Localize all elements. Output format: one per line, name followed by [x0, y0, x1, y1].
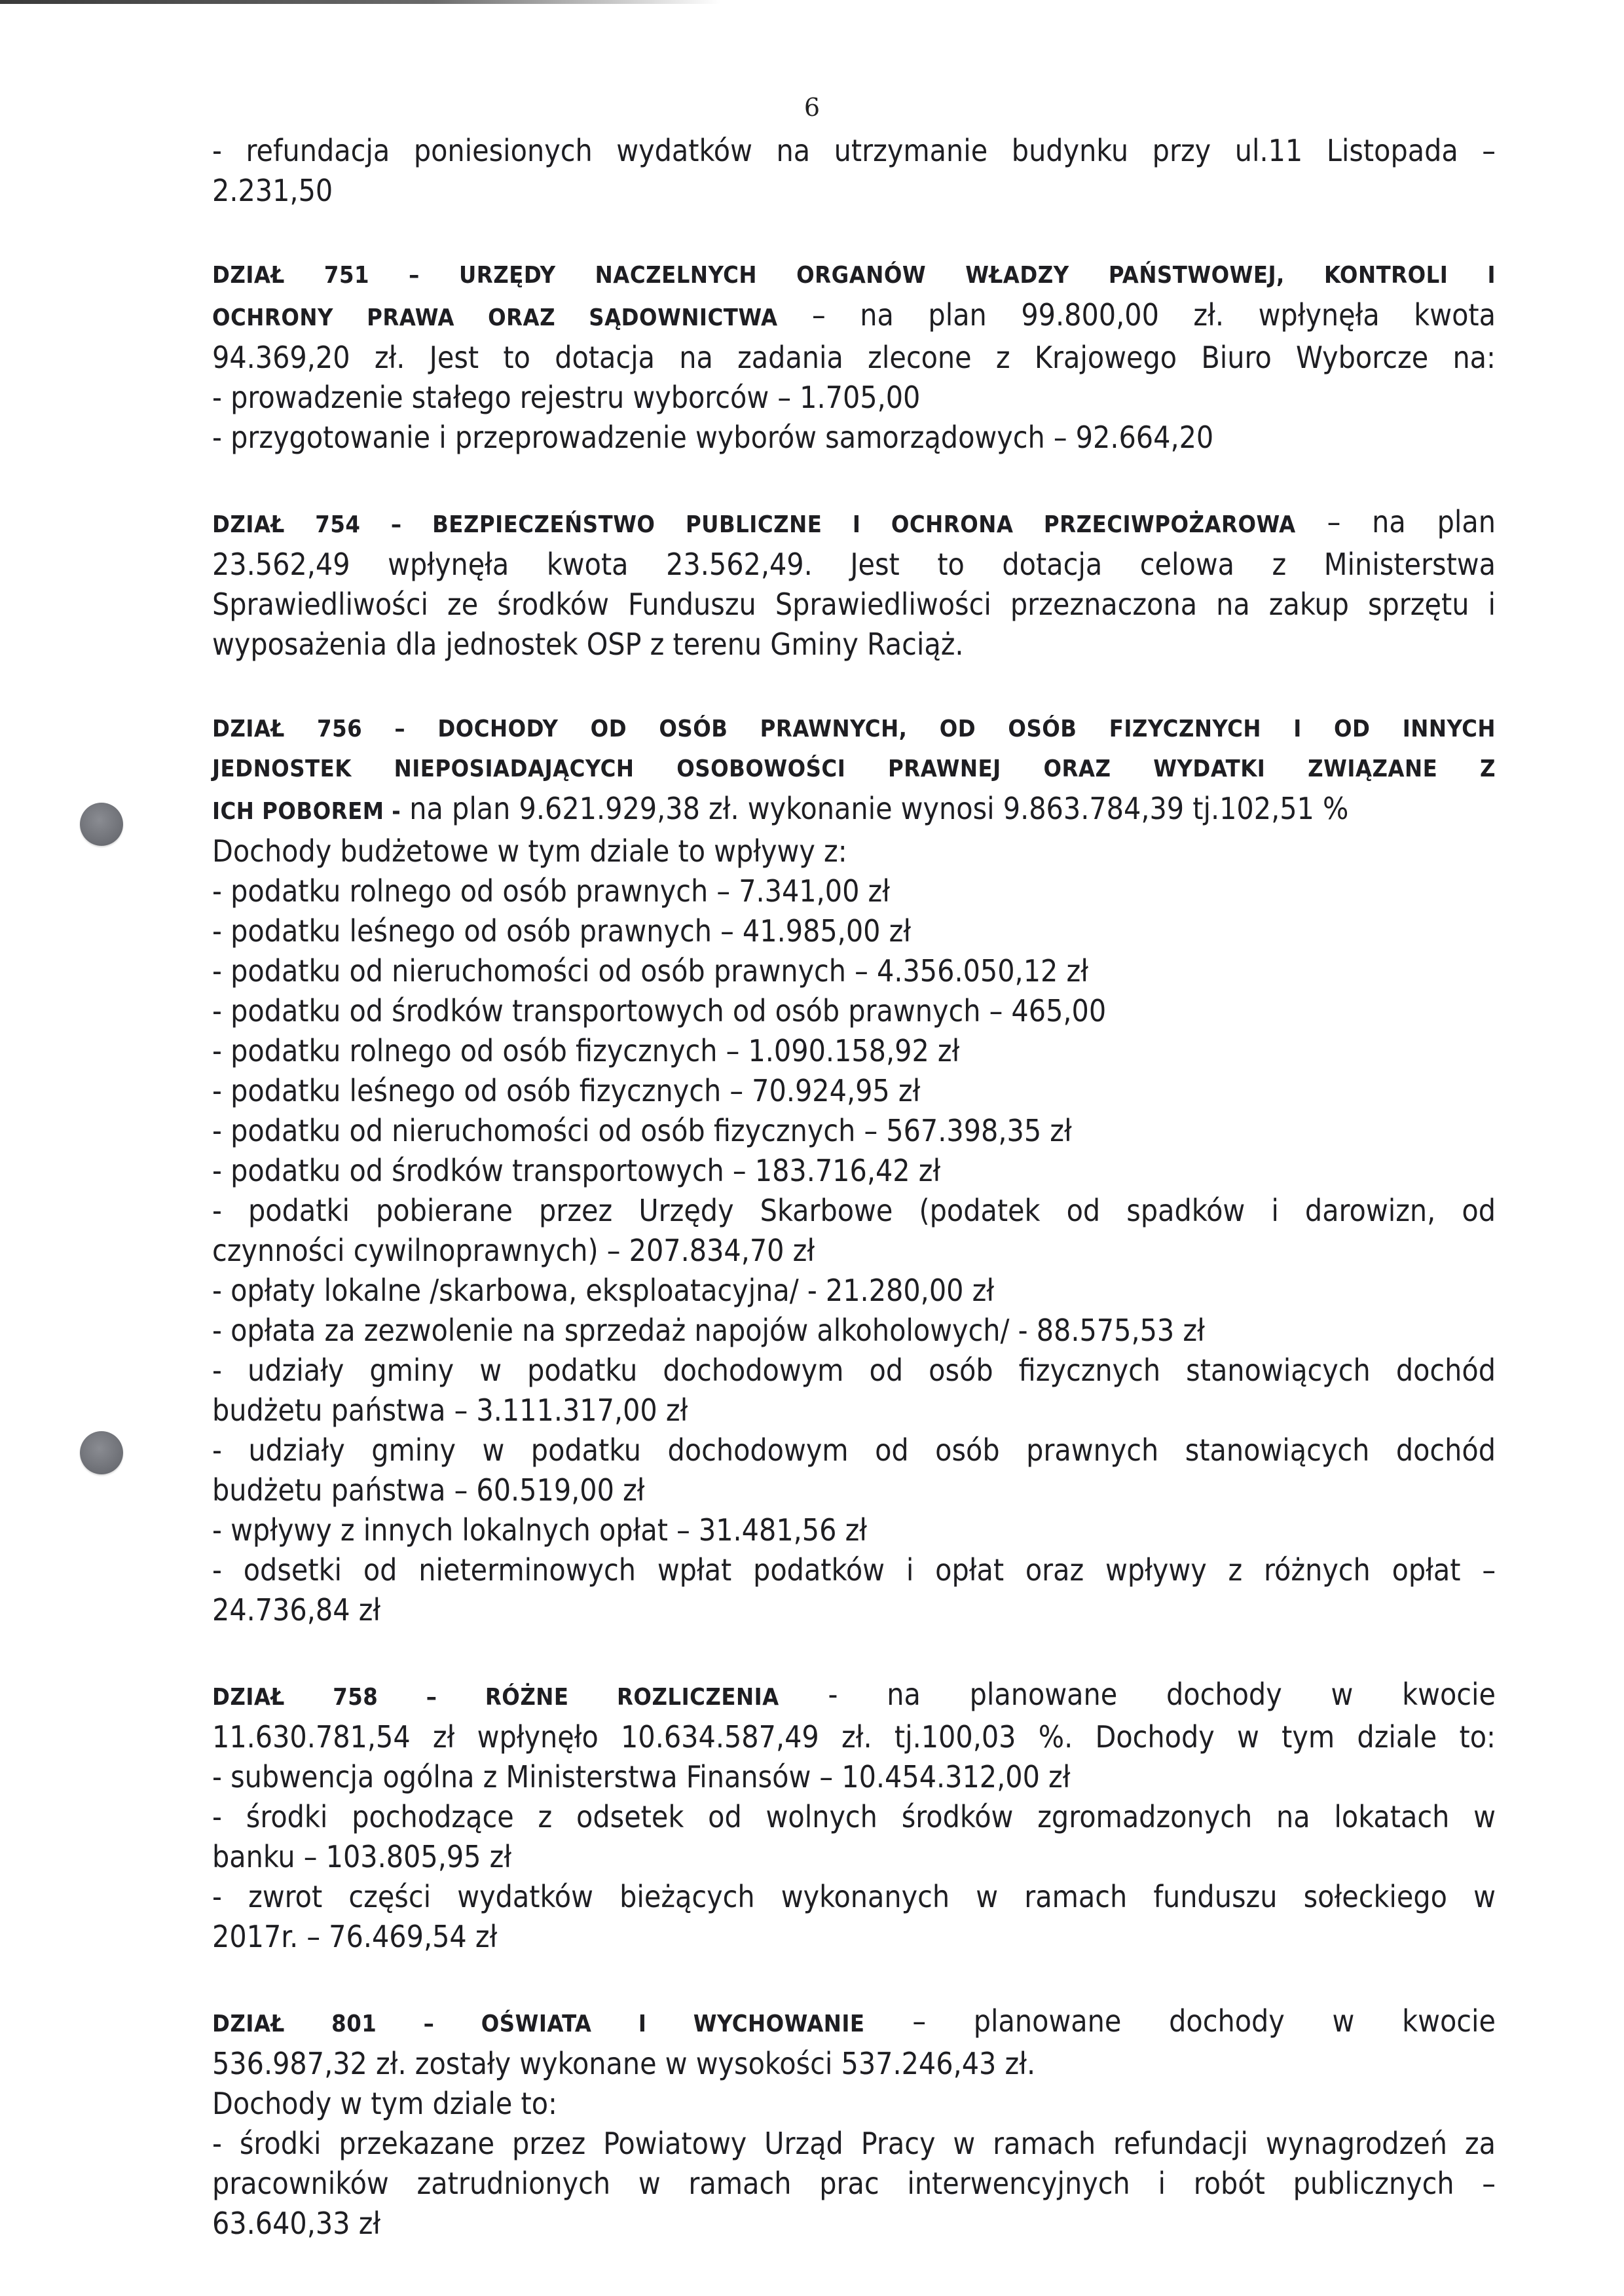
- section-dzial-758: [212, 1675, 1496, 1957]
- section-intro: Dochody budżetowe w tym dziale to wpływy z:: [212, 833, 847, 869]
- punch-hole-icon: [80, 1431, 123, 1474]
- section-dzial-756: [212, 709, 1496, 1630]
- section-heading: DZIAŁ 751 – URZĘDY NACZELNYCH ORGANÓW WŁADZY PAŃSTWOWEJ, KONTROLI I: [212, 262, 1496, 289]
- list-item: - opłata za zezwolenie na sprzedaż napojów alkoholowych/ - 88.575,53 zł: [212, 1313, 1205, 1348]
- list-item: - udziały gminy w podatku dochodowym od osób fizycznych stanowiących dochód: [212, 1353, 1496, 1388]
- list-item: - przygotowanie i przeprowadzenie wyborów samorządowych – 92.664,20: [212, 420, 1214, 455]
- section-heading: DZIAŁ 756 – DOCHODY OD OSÓB PRAWNYCH, OD OSÓB FIZYCZNYCH I OD INNYCH: [212, 716, 1496, 742]
- list-item: - podatku leśnego od osób fizycznych – 70.924,95 zł: [212, 1073, 921, 1108]
- section-heading: DZIAŁ 758 – RÓŻNE ROZLICZENIA: [212, 1684, 779, 1711]
- list-item: - podatku leśnego od osób prawnych – 41.985,00 zł: [212, 913, 912, 949]
- list-item-continued: 24.736,84 zł: [212, 1592, 381, 1628]
- section-text: [212, 1675, 1496, 1717]
- list-item: - podatku rolnego od osób prawnych – 7.341,00 zł: [212, 873, 891, 909]
- section-text: 11.630.781,54 zł wpłynęło 10.634.587,49 zł. tj.100,03 %. Dochody w tym dziale to:: [212, 1719, 1496, 1755]
- section-heading: DZIAŁ 754 – BEZPIECZEŃSTWO PUBLICZNE I OCHRONA PRZECIWPOŻAROWA: [212, 511, 1296, 538]
- section-dzial-754: [212, 502, 1496, 665]
- plan-text: – na plan 99.800,00 zł. wpłynęła kwota: [777, 297, 1496, 333]
- section-text: 536.987,32 zł. zostały wykonane w wysokości 537.246,43 zł.: [212, 2046, 1036, 2081]
- intro-line: - refundacja poniesionych wydatków na utrzymanie budynku przy ul.11 Listopada –: [212, 133, 1496, 168]
- section-heading: ICH POBOREM -: [212, 798, 401, 825]
- list-item-continued: budżetu państwa – 3.111.317,00 zł: [212, 1393, 688, 1428]
- list-item: - podatku od nieruchomości od osób fizycznych – 567.398,35 zł: [212, 1113, 1072, 1148]
- list-item-continued: 63.640,33 zł: [212, 2206, 381, 2241]
- list-item: - podatku od nieruchomości od osób prawnych – 4.356.050,12 zł: [212, 953, 1088, 989]
- list-item: - opłaty lokalne /skarbowa, eksploatacyjna/ - 21.280,00 zł: [212, 1273, 995, 1308]
- section-dzial-801: [212, 2001, 1496, 2244]
- list-item: - podatku od środków transportowych – 183.716,42 zł: [212, 1153, 941, 1188]
- section-text: [212, 2001, 1496, 2044]
- list-item: - zwrot części wydatków bieżących wykonanych w ramach funduszu sołeckiego w: [212, 1879, 1496, 1914]
- plan-text: na plan 9.621.929,38 zł. wykonanie wynosi 9.863.784,39 tj.102,51 %: [401, 791, 1349, 826]
- section-intro: Dochody w tym dziale to:: [212, 2086, 557, 2121]
- section-text: 94.369,20 zł. Jest to dotacja na zadania zlecone z Krajowego Biuro Wyborcze na:: [212, 340, 1496, 375]
- scan-edge-shadow: [0, 0, 720, 4]
- list-item: - podatku rolnego od osób fizycznych – 1.090.158,92 zł: [212, 1033, 960, 1068]
- section-heading: OCHRONY PRAWA ORAZ SĄDOWNICTWA: [212, 304, 778, 331]
- section-heading: DZIAŁ 801 – OŚWIATA I WYCHOWANIE: [212, 2011, 865, 2037]
- section-heading: JEDNOSTEK NIEPOSIADAJĄCYCH OSOBOWOŚCI PRAWNEJ ORAZ WYDATKI ZWIĄZANE Z: [212, 756, 1496, 782]
- list-item-continued: 2017r. – 76.469,54 zł: [212, 1919, 498, 1954]
- list-item: - środki pochodzące z odsetek od wolnych środków zgromadzonych na lokatach w: [212, 1799, 1496, 1834]
- list-item-continued: pracowników zatrudnionych w ramach prac interwencyjnych i robót publicznych –: [212, 2166, 1496, 2201]
- document-body: [212, 131, 1496, 2244]
- page-number: 6: [803, 93, 821, 122]
- plan-text: – na plan: [1295, 504, 1496, 539]
- list-item: - środki przekazane przez Powiatowy Urząd Pracy w ramach refundacji wynagrodzeń za: [212, 2126, 1496, 2161]
- list-item: - prowadzenie stałego rejestru wyborców – 1.705,00: [212, 380, 921, 415]
- list-item-continued: budżetu państwa – 60.519,00 zł: [212, 1472, 645, 1508]
- plan-text: – planowane dochody w kwocie: [864, 2003, 1496, 2039]
- punch-hole-icon: [80, 803, 123, 846]
- intro-paragraph: [212, 131, 1496, 211]
- section-text: 23.562,49 wpłynęła kwota 23.562,49. Jest to dotacja celowa z Ministerstwa: [212, 547, 1496, 582]
- list-item-continued: banku – 103.805,95 zł: [212, 1839, 512, 1874]
- list-item: - odsetki od nieterminowych wpłat podatków i opłat oraz wpływy z różnych opłat –: [212, 1552, 1496, 1588]
- section-text: Sprawiedliwości ze środków Funduszu Sprawiedliwości przeznaczona na zakup sprzętu i: [212, 587, 1496, 622]
- intro-line: 2.231,50: [212, 173, 333, 208]
- list-item: - wpływy z innych lokalnych opłat – 31.481,56 zł: [212, 1512, 868, 1548]
- section-text: [212, 295, 1496, 338]
- list-item: - udziały gminy w podatku dochodowym od osób prawnych stanowiących dochód: [212, 1432, 1496, 1468]
- list-item: - podatki pobierane przez Urzędy Skarbowe (podatek od spadków i darowizn, od: [212, 1193, 1496, 1228]
- plan-text: - na planowane dochody w kwocie: [779, 1677, 1496, 1712]
- section-dzial-751: [212, 255, 1496, 458]
- list-item: - subwencja ogólna z Ministerstwa Finansów – 10.454.312,00 zł: [212, 1759, 1071, 1795]
- section-text: [212, 789, 1496, 831]
- section-text: [212, 502, 1496, 545]
- list-item-continued: czynności cywilnoprawnych) – 207.834,70 zł: [212, 1233, 815, 1268]
- list-item: - podatku od środków transportowych od osób prawnych – 465,00: [212, 993, 1107, 1029]
- section-text: wyposażenia dla jednostek OSP z terenu Gminy Raciąż.: [212, 627, 964, 662]
